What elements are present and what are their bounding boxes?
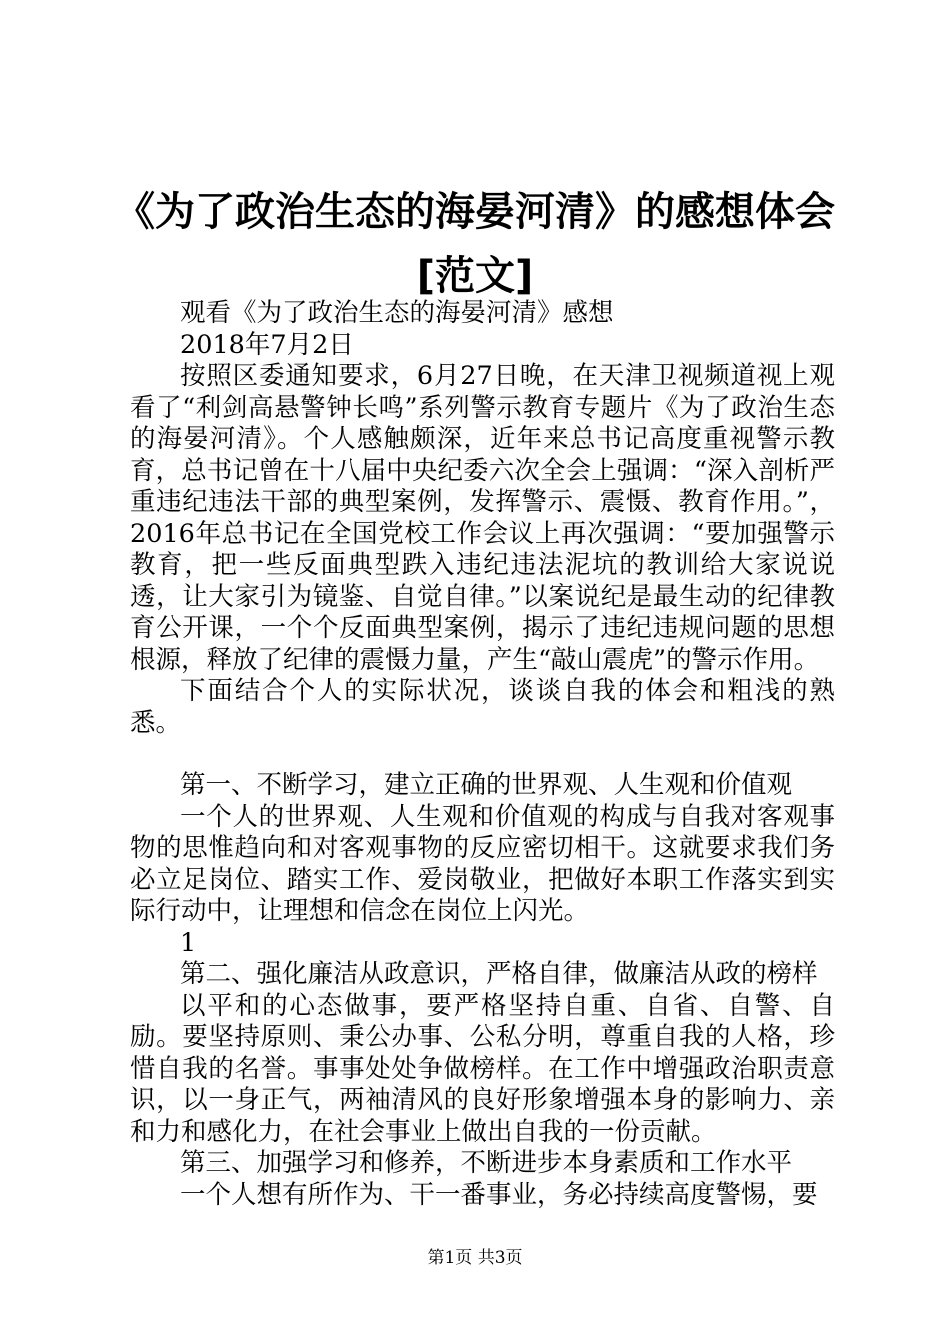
paragraph: 按照区委通知要求，6月27日晚，在天津卫视频道视上观看了“利剑高悬警钟长鸣”系列警示教育专题片《为了政治生态的海晏河清》。个人感触颇深，近年来总书记高度重视警示教育，总书记曾在十八届中央纪委六次全会上强调：“深入剖析严重违纪违法干部的典型案例，发挥警示、震慑、教育作用。”，2016年总书记在全国党校工作会议上再次强调：“要加强警示教育，把一些反面典型跌入违纪违法泥坑的教训给大家说说透，让大家引为镜鉴、自觉自律。”以案说纪是最生动的纪律教育公开课，一个个反面典型案例，揭示了违纪违规问题的思想根源，释放了纪律的震慑力量，产生“敲山震虎”的警示作用。 [130,361,835,675]
subtitle: 观看《为了政治生态的海晏河清》感想 [180,298,614,328]
section-heading: 第三、加强学习和修养，不断进步本身素质和工作水平 [180,1148,793,1178]
document-title: 《为了政治生态的海晏河清》的感想体会[范文] [115,189,835,299]
section-heading: 第一、不断学习，建立正确的世界观、人生观和价值观 [180,770,793,800]
spacer [130,739,835,770]
date: 2018年7月2日 [180,329,354,360]
page-marker: 1 [180,927,197,958]
document-body [130,298,835,1211]
paragraph: 下面结合个人的实际状况，谈谈自我的体会和粗浅的熟悉。 [130,676,835,738]
page-footer: 第1页 共3页 [427,1248,523,1268]
section-body: 一个人的世界观、人生观和价值观的构成与自我对客观事物的思惟趋向和对客观事物的反应密切相干。这就要求我们务必立足岗位、踏实工作、爱岗敬业，把做好本职工作落实到实际行动中，让理想和信念在岗位上闪光。 [130,801,835,926]
section-body: 一个人想有所作为、干一番事业，务必持续高度警惕，要 [180,1179,818,1210]
section-body: 以平和的心态做事，要严格坚持自重、自省、自警、自励。要坚持原则、秉公办事、公私分明，尊重自我的人格，珍惜自我的名誉。事事处处争做榜样。在工作中增强政治职责意识，以一身正气，两袖清风的良好形象增强本身的影响力、亲和力和感化力，在社会事业上做出自我的一份贡献。 [130,990,835,1147]
section-heading: 第二、强化廉洁从政意识，严格自律，做廉洁从政的榜样 [180,959,818,989]
